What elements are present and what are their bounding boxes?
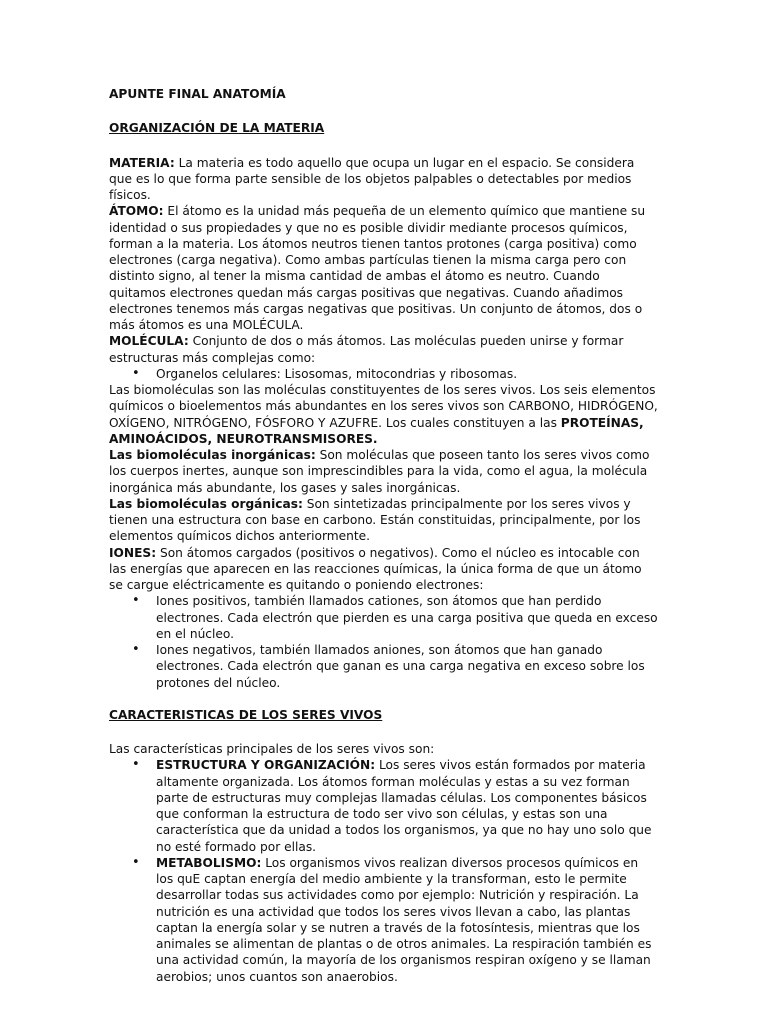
bold-biomoleculas: PROTEÍNAS, AMINOÁCIDOS, NEUROTRANSMISORES. xyxy=(109,415,644,446)
term-iones: IONES: xyxy=(109,545,157,560)
paragraph-materia xyxy=(109,155,658,204)
text-materia: La materia es todo aquello que ocupa un lugar en el espacio. Se considera que es lo que forma parte sensible de los objetos palpables o detectables por medios físicos. xyxy=(109,155,635,202)
list-item: • Organelos celulares: Lisosomas, mitocondrias y ribosomas. xyxy=(109,366,658,382)
term-atomo: ÁTOMO: xyxy=(109,204,164,219)
paragraph-organicas xyxy=(109,496,658,545)
paragraph-atomo xyxy=(109,203,658,333)
paragraph-biomoleculas xyxy=(109,382,658,447)
iones-list xyxy=(109,593,658,691)
paragraph-iones xyxy=(109,545,658,594)
paragraph-intro: Las características principales de los seres vivos son: xyxy=(109,742,435,756)
section-heading-organizacion: ORGANIZACIÓN DE LA MATERIA xyxy=(109,121,325,136)
term-molecula: MOLÉCULA: xyxy=(109,334,189,349)
text-molecula: Conjunto de dos o más átomos. Las moléculas pueden unirse y formar estructuras más complejas como: xyxy=(109,334,624,365)
document-title: APUNTE FINAL ANATOMÍA xyxy=(109,87,286,101)
section-heading-caracteristicas: CARACTERISTICAS DE LOS SERES VIVOS xyxy=(109,707,383,722)
text-inorganicas: Son moléculas que poseen tanto los seres vivos como los cuerpos inertes, aunque son imprescindibles para la vida, como el agua, la molécula inorgánica más abundante, los gases y sales inorgánicas. xyxy=(109,448,650,495)
term-metabolismo: METABOLISMO: xyxy=(156,855,262,870)
paragraph-molecula xyxy=(109,333,658,366)
term-inorganicas: Las biomoléculas inorgánicas: xyxy=(109,448,316,462)
list-item: • Iones negativos, también llamados aniones, son átomos que han ganado electrones. Cada electrón que ganan es una carga negativa en exceso sobre los protones del núcleo. xyxy=(109,642,658,691)
text-biomoleculas: Las biomoléculas son las moléculas constituyentes de los seres vivos. Los seis elementos químicos o bioelementos más abundantes en los seres vivos son CARBONO, HIDRÓGENO, OXÍGENO, NITRÓGENO, FÓSFORO Y AZUFRE. Los cuales constituyen a las xyxy=(109,383,658,430)
term-materia: MATERIA: xyxy=(109,155,175,170)
list-item xyxy=(109,855,658,985)
text-organicas: Son sintetizadas principalmente por los seres vivos y tienen una estructura con base en carbono. Están constituidas, principalmente, por los elementos químicos dichos anteriormente. xyxy=(109,496,641,544)
text-atomo: El átomo es la unidad más pequeña de un elemento químico que mantiene su identidad o sus propiedades y que no es posible dividir mediante procesos químicos, forman a la materia. Los átomos neutros tienen tantos protones (carga positiva) como electrones (carga negativa). Como ambas partículas tienen la misma carga pero con distinto signo, al tener la misma cantidad de ambas el átomo es neutro. Cuando quitamos electrones quedan más cargas positivas que negativas. Cuando añadimos electrones tenemos más cargas negativas que positivas. Un conjunto de átomos, dos o más átomos es una MOLÉCULA. xyxy=(109,204,646,332)
caracteristicas-list xyxy=(109,757,658,985)
list-item xyxy=(109,757,658,855)
text-estructura: Los seres vivos están formados por materia altamente organizada. Los átomos forman moléculas y estas a su vez forman parte de estructuras muy complejas llamadas células. Los componentes básicos que conforman la estructura de todo ser vivo son células, y estas son una característica que da unidad a todos los organismos, ya que no hay uno solo que no esté formado por ellas. xyxy=(156,758,652,854)
molecula-list xyxy=(109,366,658,382)
document-body xyxy=(109,86,658,985)
list-item: • Iones positivos, también llamados cationes, son átomos que han perdido electrones. Cada electrón que pierden es una carga positiva que queda en exceso en el núcleo. xyxy=(109,593,658,642)
term-estructura: ESTRUCTURA Y ORGANIZACIÓN: xyxy=(156,758,376,773)
paragraph-inorganicas xyxy=(109,447,658,496)
text-metabolismo: Los organismos vivos realizan diversos procesos químicos en los quE captan energía del medio ambiente y la transforman, esto le permite desarrollar todas sus actividades como por ejemplo: Nutrición y respiración. La nutrición es una actividad que todos los seres vivos llevan a cabo, las plantas captan la energía solar y se nutren a través de la fotosíntesis, mientras que los animales se alimentan de plantas o de otros animales. La respiración también es una actividad común, la mayoría de los organismos respiran oxígeno y se llaman aerobios; unos cuantos son anaerobios. xyxy=(156,855,652,984)
term-organicas: Las biomoléculas orgánicas: xyxy=(109,496,303,511)
text-iones: Son átomos cargados (positivos o negativos). Como el núcleo es intocable con las energías que aparecen en las reacciones químicas, la única forma de que un átomo se cargue eléctricamente es quitando o poniendo electrones: xyxy=(109,545,642,592)
